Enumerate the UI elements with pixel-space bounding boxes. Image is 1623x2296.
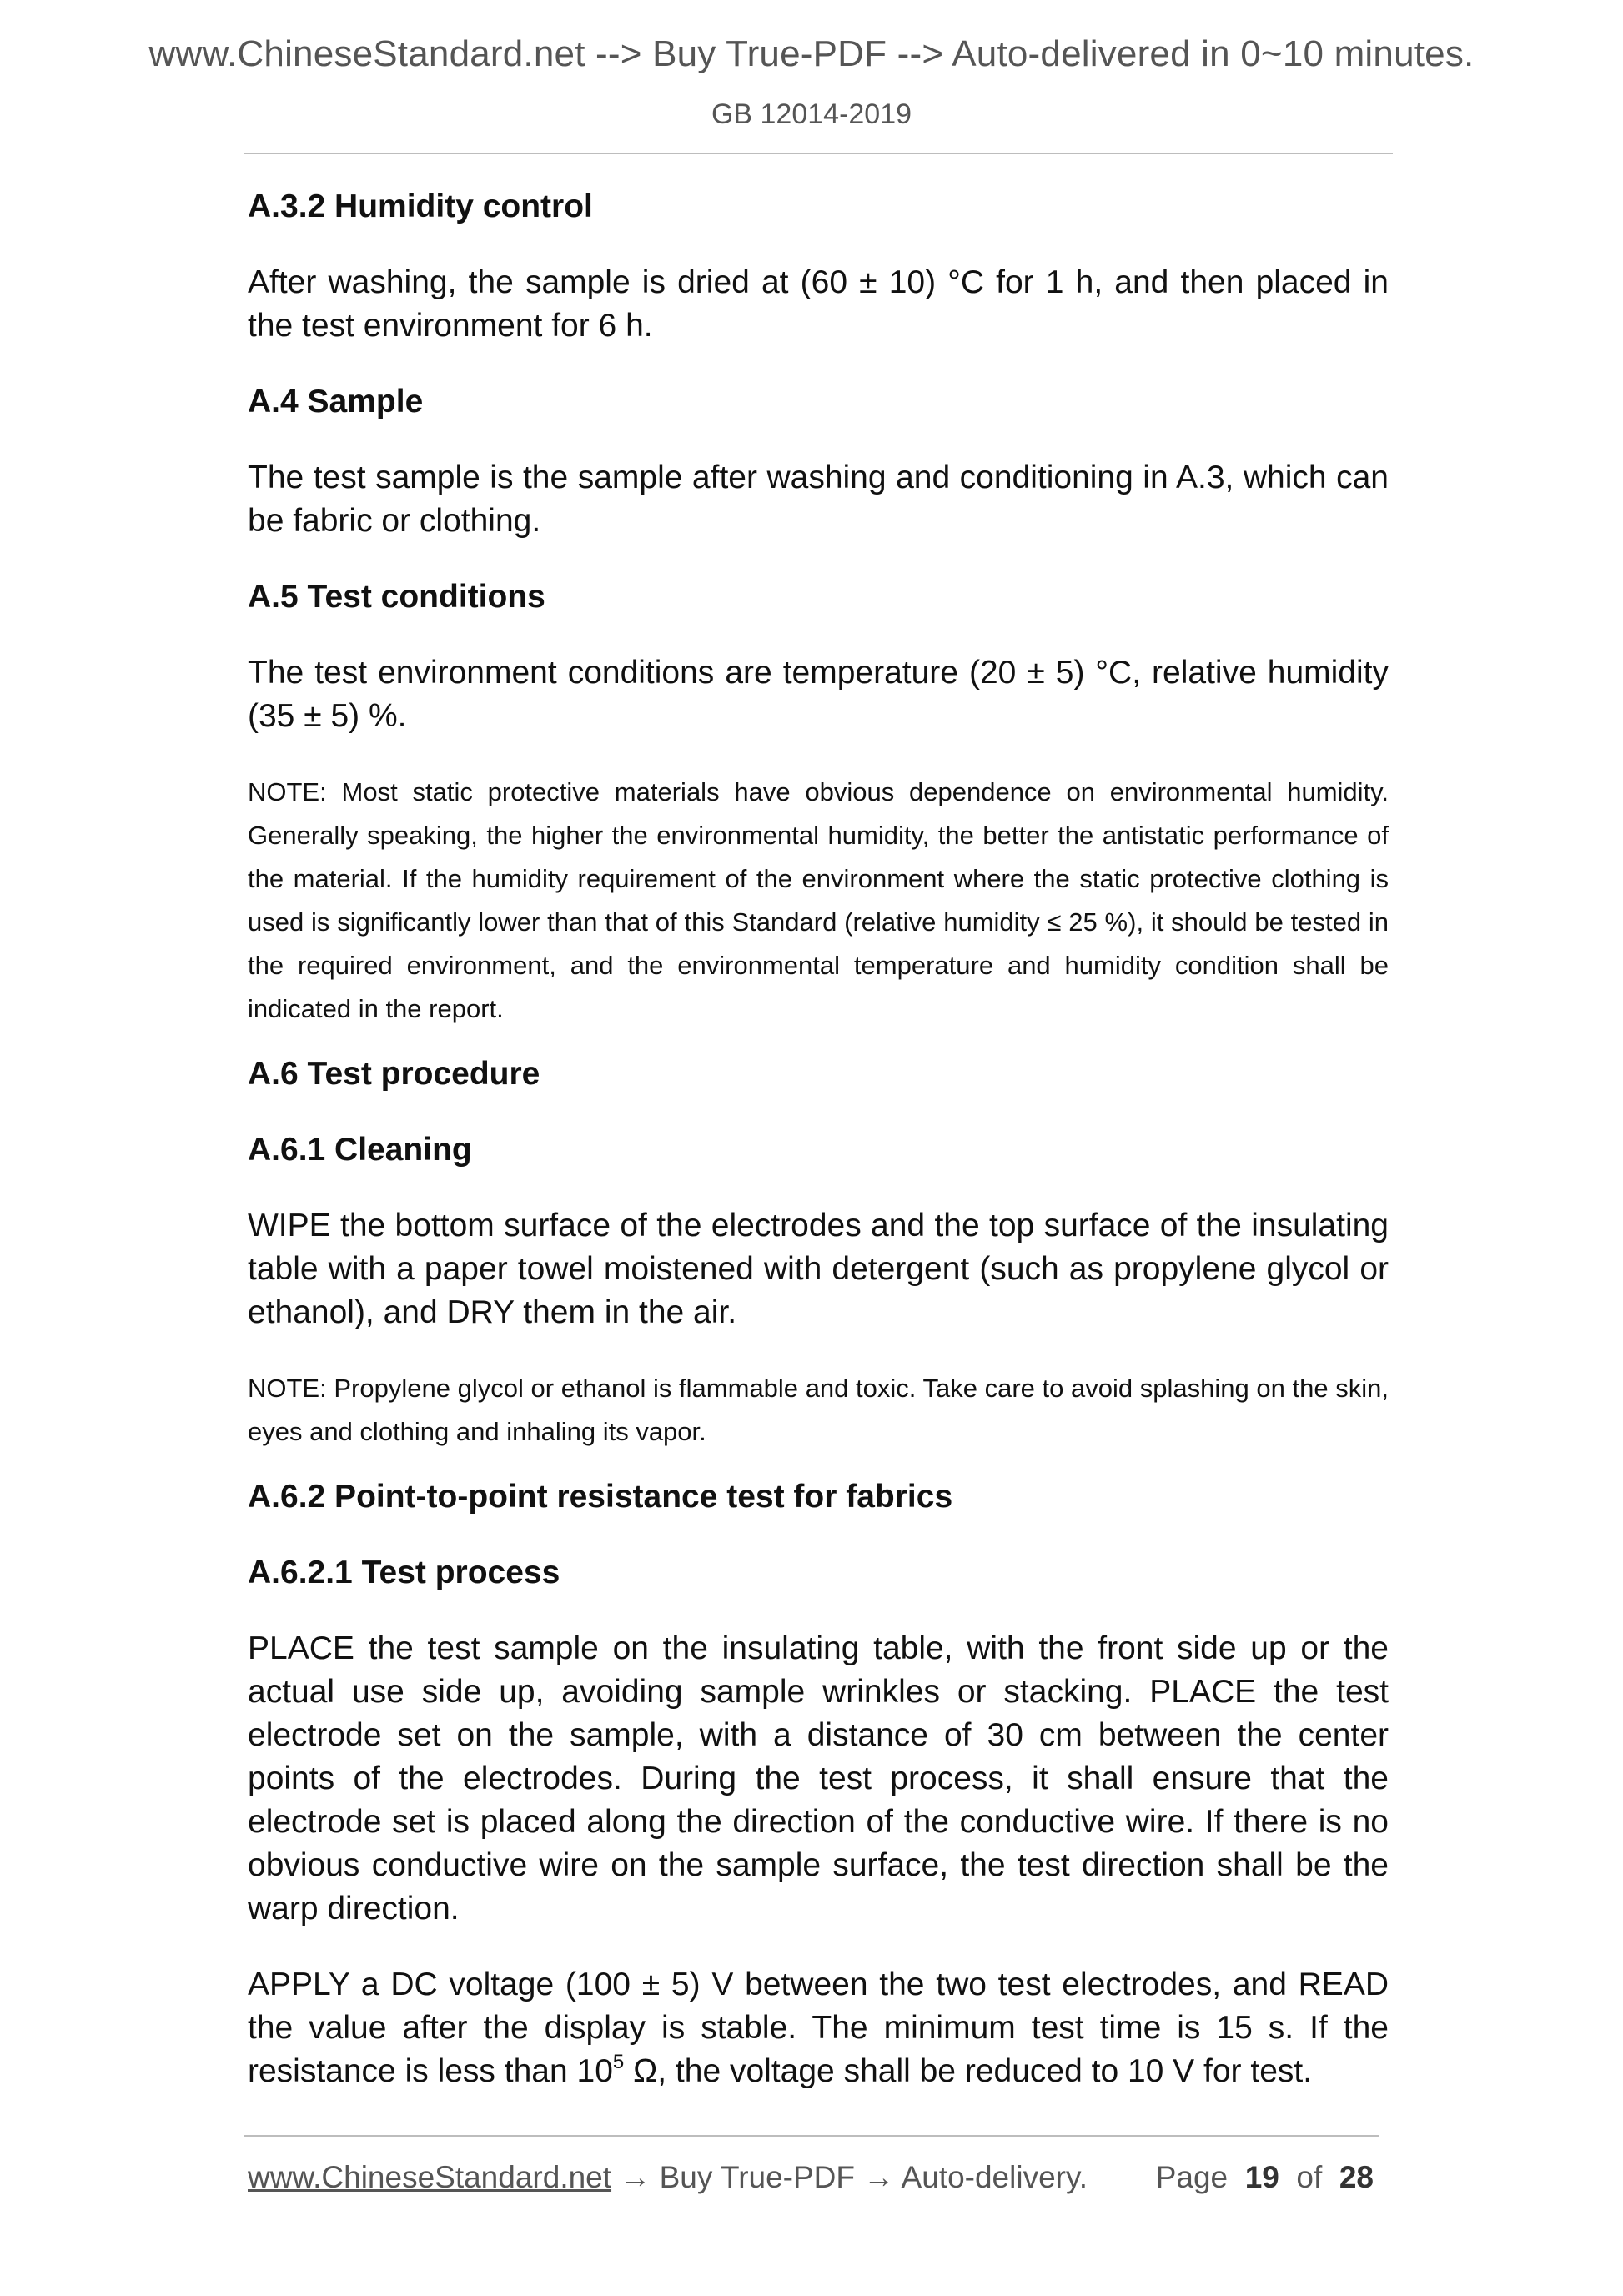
paragraph-a-5: The test environment conditions are temperature (20 ± 5) °C, relative humidity (35 ± 5) %. bbox=[248, 655, 1389, 734]
voltage-text-start: APPLY a DC voltage (100 ± 5) V between the two test electrodes, and READ the value after the display is stable. The minimum test time is 15 s. If the resistance is less than 10 bbox=[248, 1967, 1389, 2089]
footer-divider bbox=[244, 2135, 1379, 2137]
heading-a-6-1: A.6.1 Cleaning bbox=[248, 1132, 472, 1168]
arrow-icon: → bbox=[855, 2160, 902, 2194]
page-number: 19 bbox=[1244, 2160, 1279, 2194]
paragraph-a-6-2-1-voltage bbox=[248, 1963, 1389, 2093]
document-body bbox=[248, 185, 1389, 2126]
top-banner: www.ChineseStandard.net --> Buy True-PDF --> Auto-delivered in 0~10 minutes. bbox=[148, 33, 1475, 74]
page-total: 28 bbox=[1339, 2160, 1374, 2194]
heading-a-4: A.4 Sample bbox=[248, 384, 424, 420]
exponent: 5 bbox=[612, 2051, 625, 2073]
heading-a-3-2: A.3.2 Humidity control bbox=[248, 188, 593, 224]
note-a-5: NOTE: Most static protective materials have obvious dependence on environmental humidity. Generally speaking, the higher the environmental humidity, the better the antistatic performance of the material. If the humidity requirement of the environment where the static protective clothing is used is significantly lower than that of this Standard (relative humidity ≤ 25 %), it should be tested in the required environment, and the environmental temperature and humidity condition shall be indicated in the report. bbox=[248, 777, 1389, 1023]
header-divider bbox=[244, 153, 1393, 154]
note-a-6-1: NOTE: Propylene glycol or ethanol is flammable and toxic. Take care to avoid splashing on the skin, eyes and clothing and inhaling its vapor. bbox=[248, 1374, 1389, 1446]
footer-site-link[interactable]: www.ChineseStandard.net bbox=[248, 2160, 612, 2194]
standard-code: GB 12014-2019 bbox=[711, 98, 912, 130]
heading-a-6-2: A.6.2 Point-to-point resistance test for fabrics bbox=[248, 1479, 953, 1515]
page-label: Page bbox=[1155, 2160, 1229, 2194]
of-label: of bbox=[1296, 2160, 1323, 2194]
paragraph-a-4: The test sample is the sample after washing and conditioning in A.3, which can be fabric or clothing. bbox=[248, 460, 1389, 539]
footer bbox=[248, 2160, 1382, 2202]
footer-buy-text: Buy True-PDF bbox=[659, 2160, 856, 2194]
paragraph-a-3-2: After washing, the sample is dried at (60 ± 10) °C for 1 h, and then placed in the test environment for 6 h. bbox=[248, 264, 1389, 344]
heading-a-5: A.5 Test conditions bbox=[248, 579, 545, 615]
paragraph-a-6-1: WIPE the bottom surface of the electrodes and the top surface of the insulating table with a paper towel moistened with detergent (such as propylene glycol or ethanol), and DRY them in the air. bbox=[248, 1208, 1389, 1330]
paragraph-a-6-2-1-placement: PLACE the test sample on the insulating table, with the front side up or the actual use side up, avoiding sample wrinkles or stacking. PLACE the test electrode set on the sample, with a distance of 30 cm between the center points of the electrodes. During the test process, it shall ensure that the electrode set is placed along the direction of the conductive wire. If there is no obvious conductive wire on the sample surface, the test direction shall be the warp direction. bbox=[248, 1630, 1389, 1927]
footer-links bbox=[248, 2160, 1088, 2195]
arrow-icon: → bbox=[611, 2160, 660, 2194]
heading-a-6-2-1: A.6.2.1 Test process bbox=[248, 1555, 560, 1590]
page-indicator bbox=[1156, 2160, 1374, 2195]
heading-a-6: A.6 Test procedure bbox=[248, 1056, 540, 1092]
voltage-text-end: Ω, the voltage shall be reduced to 10 V for test. bbox=[624, 2053, 1313, 2089]
footer-delivery-text: Auto-delivery. bbox=[901, 2160, 1088, 2194]
